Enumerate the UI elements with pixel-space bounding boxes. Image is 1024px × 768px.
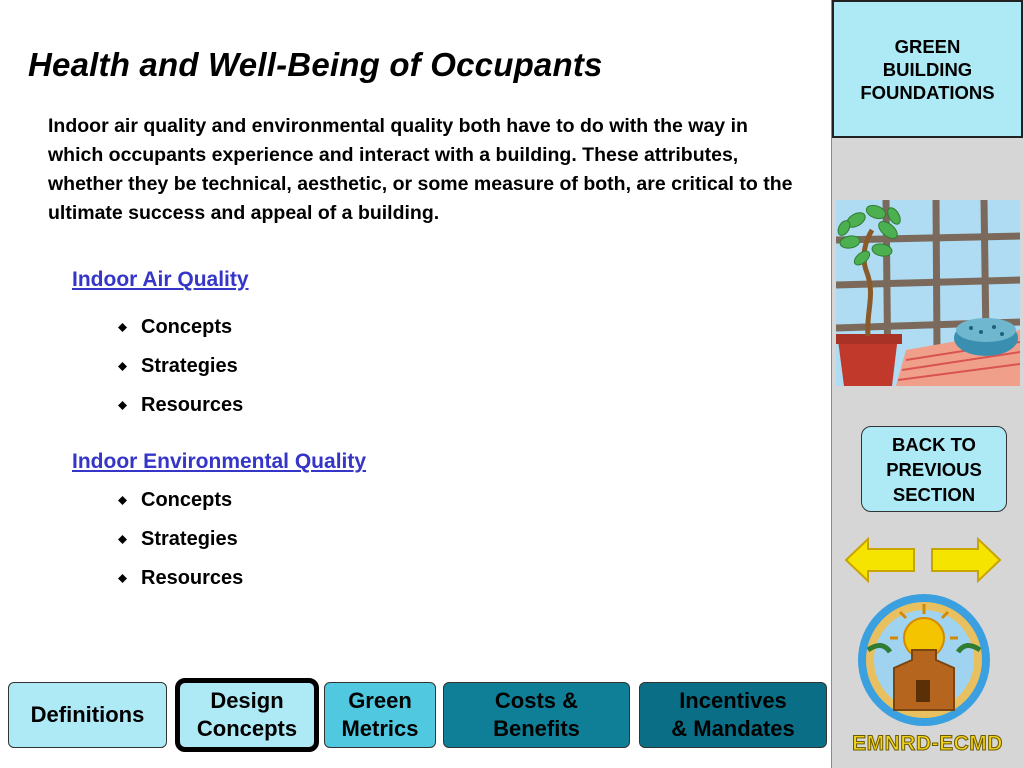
list-item[interactable]	[118, 315, 243, 354]
back-label: SECTION	[892, 483, 976, 505]
ieq-bullet-list	[118, 488, 243, 605]
incentives-mandates-button[interactable]	[639, 682, 827, 748]
green-metrics-button[interactable]	[324, 682, 436, 748]
bullet-label: Resources	[141, 394, 244, 416]
window-plant-clipart	[836, 200, 1020, 386]
design-concepts-button[interactable]	[175, 678, 319, 752]
back-label: PREVIOUS	[886, 458, 982, 480]
nav-label: Metrics	[341, 716, 419, 741]
page-title: Health and Well-Being of Occupants	[28, 46, 603, 83]
nav-label: Definitions	[30, 702, 145, 727]
bullet-label: Concepts	[141, 489, 233, 511]
emnrd-seal-logo	[854, 590, 994, 730]
emnrd-ecmd-label: EMNRD-ECMD	[852, 732, 1003, 755]
previous-arrow-icon[interactable]	[844, 537, 916, 583]
nav-label: Incentives	[679, 688, 787, 713]
costs-benefits-button[interactable]	[443, 682, 630, 748]
diamond-bullet-icon	[118, 574, 127, 583]
definitions-button[interactable]	[8, 682, 167, 748]
header-line: BUILDING	[882, 58, 973, 80]
diamond-bullet-icon	[118, 362, 127, 371]
nav-label: Design	[210, 688, 284, 713]
list-item[interactable]	[118, 527, 243, 566]
diamond-bullet-icon	[118, 535, 127, 544]
indoor-air-quality-link[interactable]: Indoor Air Quality	[72, 268, 249, 291]
next-arrow-icon[interactable]	[930, 537, 1002, 583]
back-label: BACK TO	[892, 433, 976, 455]
nav-label: & Mandates	[671, 716, 795, 741]
nav-label: Benefits	[493, 716, 580, 741]
indoor-environmental-quality-link[interactable]: Indoor Environmental Quality	[72, 450, 367, 473]
list-item[interactable]	[118, 354, 243, 393]
header-line: GREEN	[894, 35, 961, 57]
nav-label: Green	[348, 688, 412, 713]
intro-paragraph: Indoor air quality and environmental quality both have to do with the way in which occupants experience and interact with a building. These attributes, whether they be technical, aesthetic, or some measure of both, are critical to the ultimate success and appeal of a building.	[48, 115, 793, 224]
bullet-label: Concepts	[141, 316, 233, 338]
iaq-bullet-list	[118, 315, 243, 432]
list-item[interactable]	[118, 393, 243, 432]
diamond-bullet-icon	[118, 496, 127, 505]
list-item[interactable]	[118, 488, 243, 527]
green-building-foundations-header	[832, 0, 1023, 138]
back-to-previous-section-button[interactable]	[861, 426, 1007, 512]
sidebar	[831, 0, 1024, 768]
nav-label: Costs &	[494, 688, 579, 713]
diamond-bullet-icon	[118, 323, 127, 332]
nav-label: Concepts	[196, 716, 298, 741]
diamond-bullet-icon	[118, 401, 127, 410]
bullet-label: Resources	[141, 567, 244, 589]
header-line: FOUNDATIONS	[860, 81, 995, 103]
bullet-label: Strategies	[141, 528, 238, 550]
list-item[interactable]	[118, 566, 243, 605]
bullet-label: Strategies	[141, 355, 238, 377]
